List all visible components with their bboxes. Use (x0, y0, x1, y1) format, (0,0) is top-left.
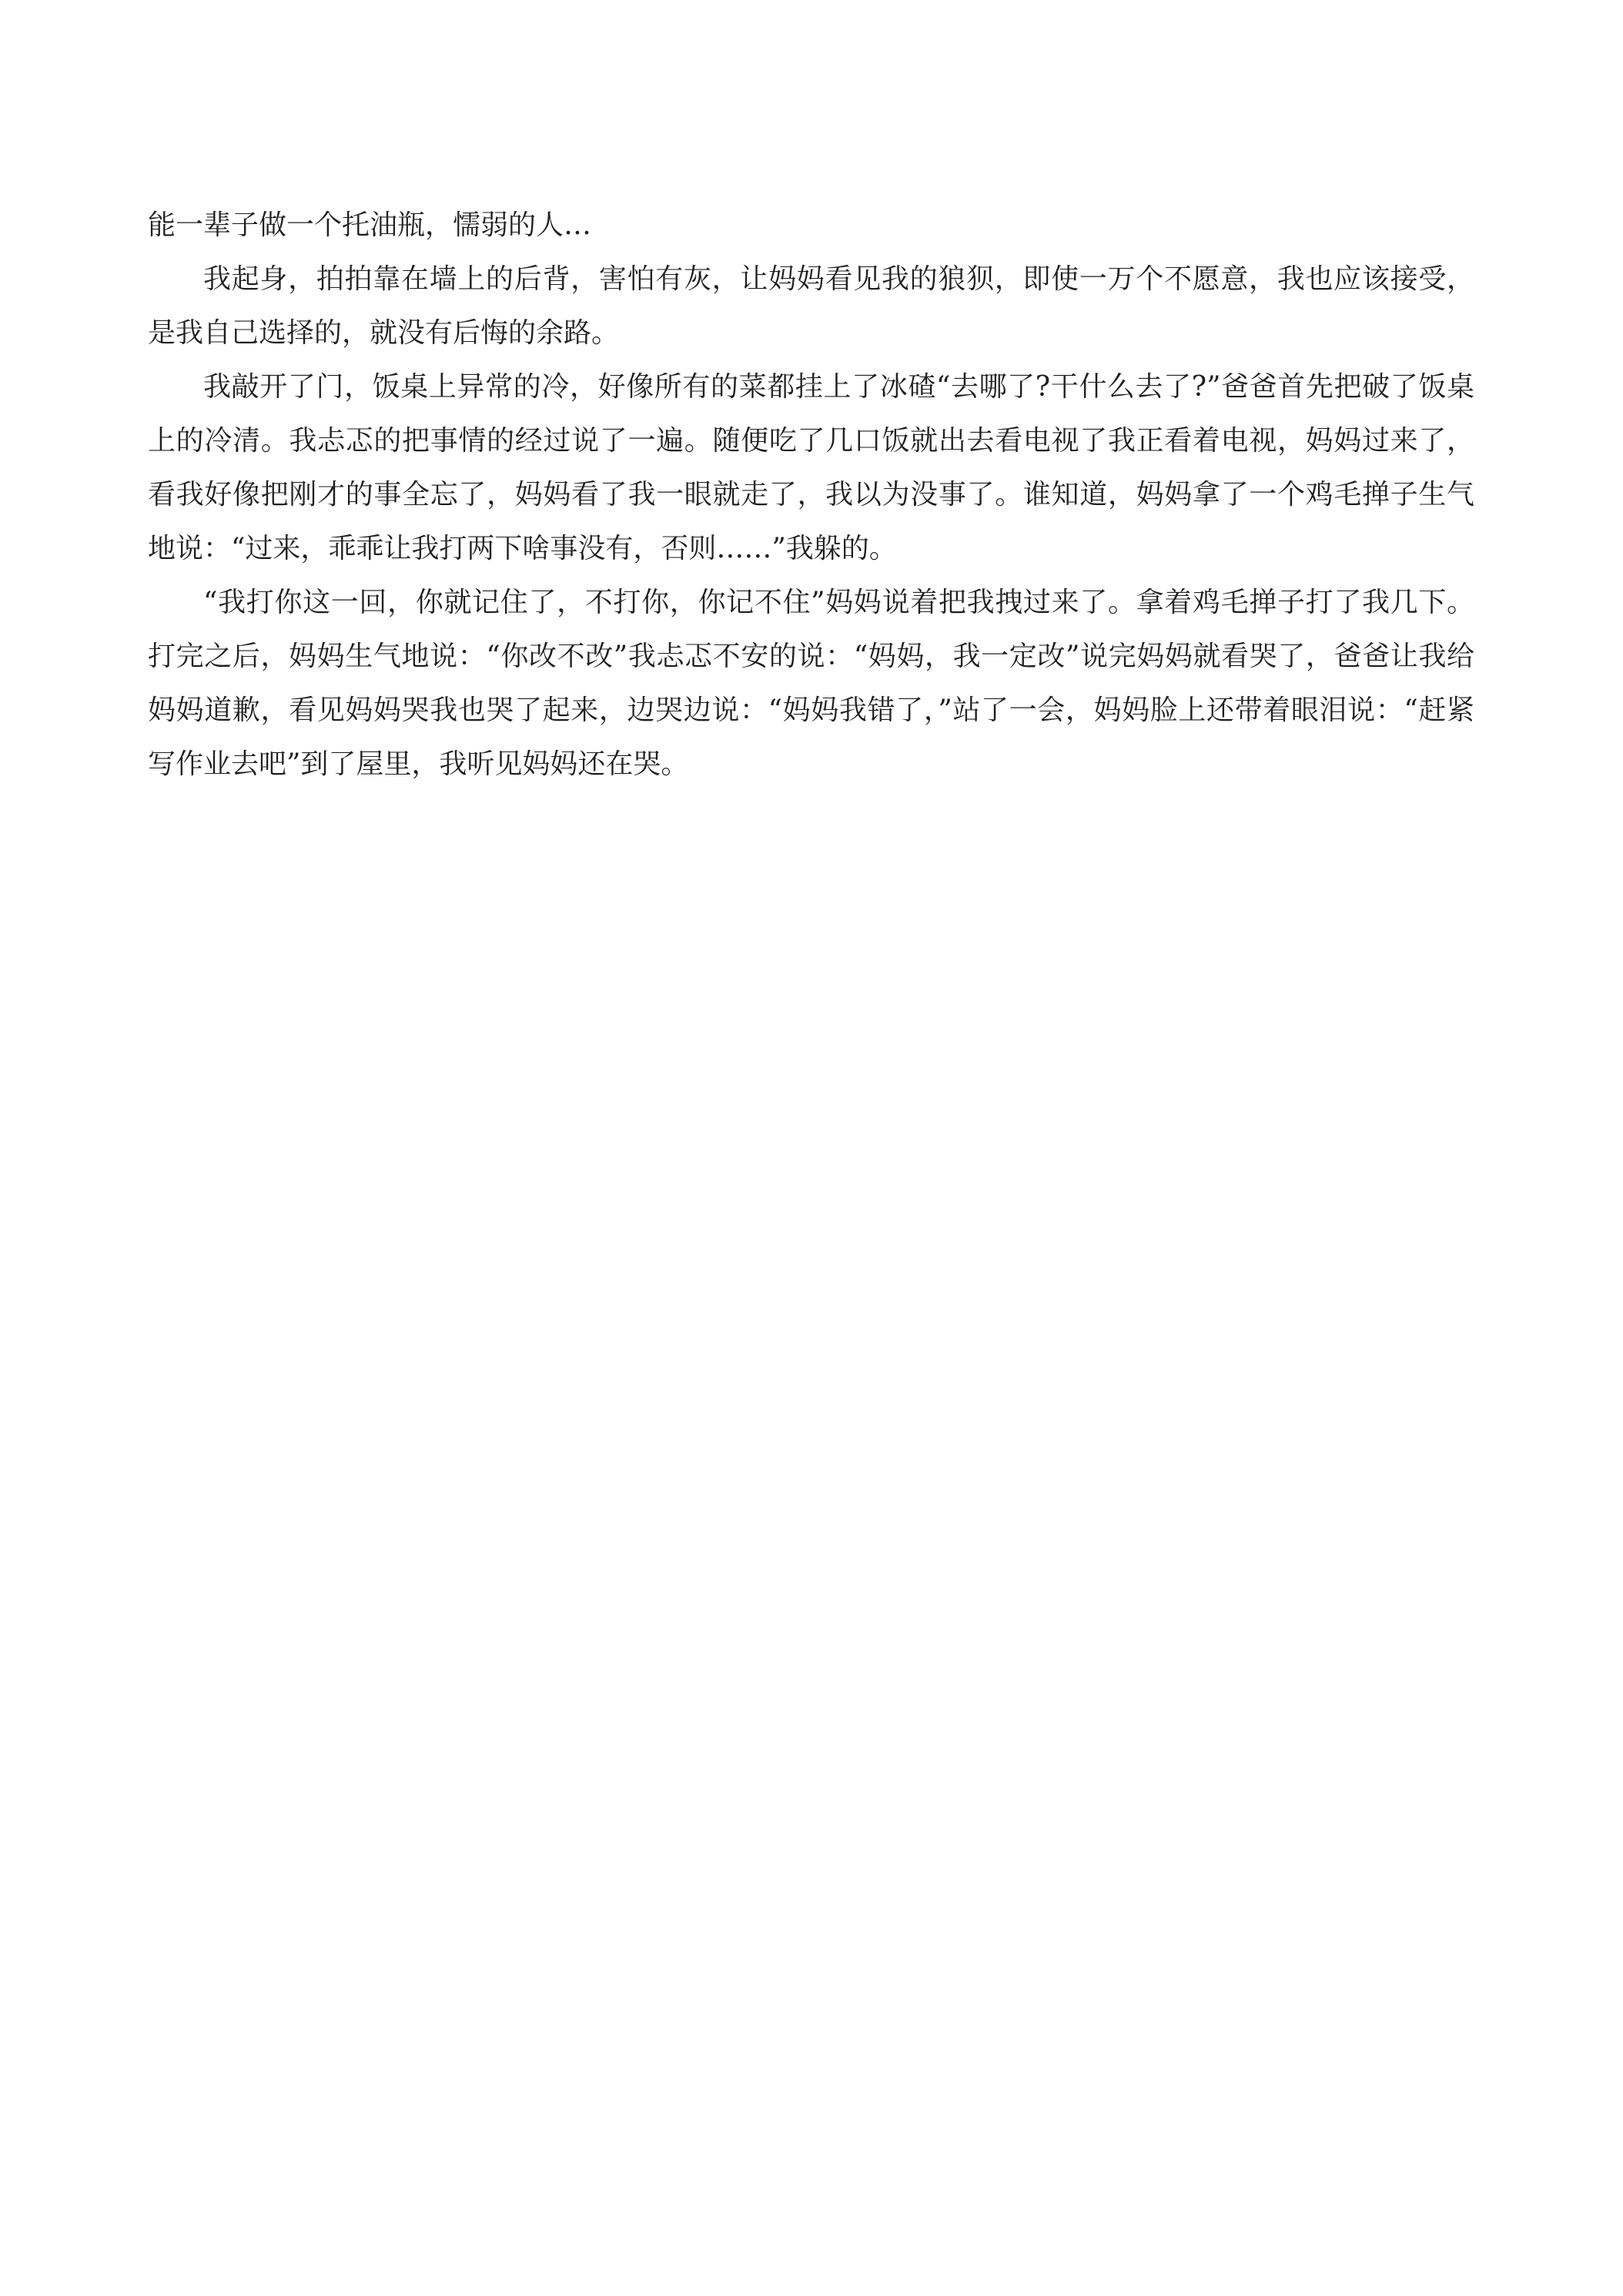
paragraph-4: “我打你这一回，你就记住了，不打你，你记不住”妈妈说着把我拽过来了。拿着鸡毛掸子打了我几下。打完之后，妈妈生气地说：“你改不改”我忐忑不安的说：“妈妈，我一定改”说完妈妈就看哭了，爸爸让我给妈妈道歉，看见妈妈哭我也哭了起来，边哭边说：“妈妈我错了，”站了一会，妈妈脸上还带着眼泪说：“赶紧写作业去吧”到了屋里，我听见妈妈还在哭。 (148, 587, 1474, 780)
paragraph-2: 我起身，拍拍靠在墙上的后背，害怕有灰，让妈妈看见我的狼狈，即使一万个不愿意，我也应该接受，是我自己选择的，就没有后悔的余路。 (148, 263, 1474, 349)
paragraph-3: 我敲开了门，饭桌上异常的冷，好像所有的菜都挂上了冰碴“去哪了?干什么去了?”爸爸首先把破了饭桌上的冷清。我忐忑的把事情的经过说了一遍。随便吃了几口饭就出去看电视了我正看着电视，妈妈过来了，看我好像把刚才的事全忘了，妈妈看了我一眼就走了，我以为没事了。谁知道，妈妈拿了一个鸡毛掸子生气地说：“过来，乖乖让我打两下啥事没有，否则……”我躲的。 (148, 371, 1474, 564)
paragraph-1: 能一辈子做一个托油瓶，懦弱的人… (148, 209, 592, 241)
document-body (148, 199, 1474, 792)
